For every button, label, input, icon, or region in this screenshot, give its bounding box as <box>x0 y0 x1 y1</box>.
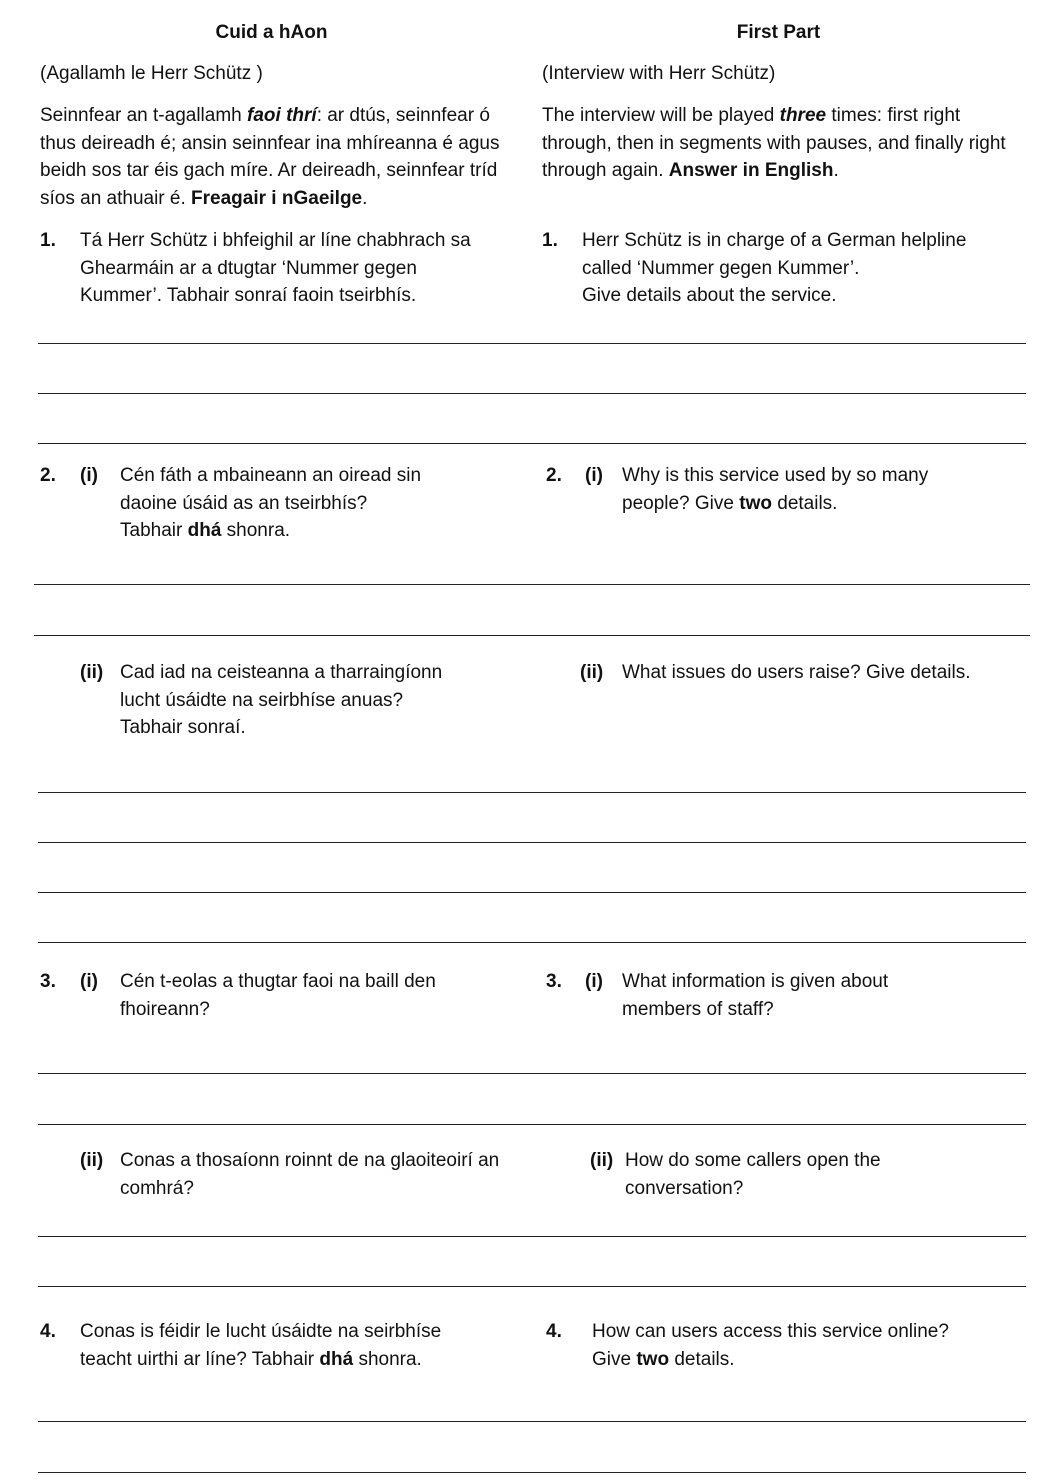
english-q3-number: 3. <box>546 971 562 992</box>
english-subheading: (Interview with Herr Schütz) <box>542 63 776 84</box>
english-q2-i-text: Why is this service used by so many people? Give two details. <box>622 465 929 514</box>
irish-q1-number: 1. <box>40 230 56 251</box>
english-q4-text: How can users access this service online? Give two details. <box>592 1321 949 1370</box>
irish-subheading: (Agallamh le Herr Schütz ) <box>40 63 263 84</box>
english-q3-ii-label: (ii) <box>590 1150 614 1171</box>
answer-line[interactable] <box>38 1236 1026 1237</box>
answer-line[interactable] <box>38 343 1026 344</box>
irish-q3-ii-label: (ii) <box>80 1150 104 1171</box>
answer-line[interactable] <box>38 792 1026 793</box>
answer-line[interactable] <box>38 942 1026 943</box>
answer-line[interactable] <box>38 443 1026 444</box>
english-q2-ii-text: What issues do users raise? Give details. <box>622 662 971 683</box>
answer-line[interactable] <box>38 892 1026 893</box>
english-intro: The interview will be played three times: first right through, then in segments with pauses, and finally right through again. Answer in English. <box>542 105 1006 181</box>
answer-line[interactable] <box>38 1286 1026 1287</box>
irish-intro: Seinnfear an t-agallamh faoi thrí: ar dtús, seinnfear ó thus deireadh é; ansin seinnfear ina mhíreanna é agus beidh sos tar éis gach míre. Ar deireadh, seinnfear tríd síos an athuair é. Freagair i nGaeilge. <box>40 105 500 209</box>
english-heading: First Part <box>736 22 821 43</box>
english-q2-ii-label: (ii) <box>580 662 604 683</box>
irish-q2-ii-text: Cad iad na ceisteanna a tharraingíonn lucht úsáidte na seirbhíse anuas? Tabhair sonraí. <box>120 662 443 738</box>
english-q2-i-label: (i) <box>585 465 603 486</box>
answer-line[interactable] <box>38 1421 1026 1422</box>
irish-q3-i-label: (i) <box>80 971 98 992</box>
irish-q3-number: 3. <box>40 971 56 992</box>
irish-q2-number: 2. <box>40 465 56 486</box>
irish-q3-i-text: Cén t-eolas a thugtar faoi na baill den fhoireann? <box>120 971 436 1020</box>
irish-q2-ii-label: (ii) <box>80 662 104 683</box>
answer-line[interactable] <box>38 1472 1026 1473</box>
irish-q4-text: Conas is féidir le lucht úsáidte na seirbhíse teacht uirthi ar líne? Tabhair dhá shonra. <box>80 1321 442 1370</box>
answer-line[interactable] <box>34 635 1030 636</box>
english-q3-i-text: What information is given about members of staff? <box>622 971 889 1020</box>
english-q3-ii-text: How do some callers open the conversation? <box>625 1150 881 1199</box>
answer-line[interactable] <box>38 1124 1026 1125</box>
answer-line[interactable] <box>38 393 1026 394</box>
answer-line[interactable] <box>34 584 1030 585</box>
irish-heading: Cuid a hAon <box>215 22 328 43</box>
english-q4-number: 4. <box>546 1321 562 1342</box>
irish-q2-i-text: Cén fáth a mbaineann an oiread sin daoine úsáid as an tseirbhís? Tabhair dhá shonra. <box>120 465 422 541</box>
english-q2-number: 2. <box>546 465 562 486</box>
answer-line[interactable] <box>38 1073 1026 1074</box>
irish-q3-ii-text: Conas a thosaíonn roinnt de na glaoiteoirí an comhrá? <box>120 1150 500 1199</box>
irish-q4-number: 4. <box>40 1321 56 1342</box>
irish-q1-text: Tá Herr Schütz i bhfeighil ar líne chabhrach sa Ghearmáin ar a dtugtar ‘Nummer gegen Kummer’. Tabhair sonraí faoin tseirbhís. <box>80 230 471 306</box>
answer-line[interactable] <box>38 842 1026 843</box>
english-q1-number: 1. <box>542 230 558 251</box>
english-q3-i-label: (i) <box>585 971 603 992</box>
irish-q2-i-label: (i) <box>80 465 98 486</box>
english-q1-text: Herr Schütz is in charge of a German helpline called ‘Nummer gegen Kummer’. Give details about the service. <box>582 230 967 306</box>
